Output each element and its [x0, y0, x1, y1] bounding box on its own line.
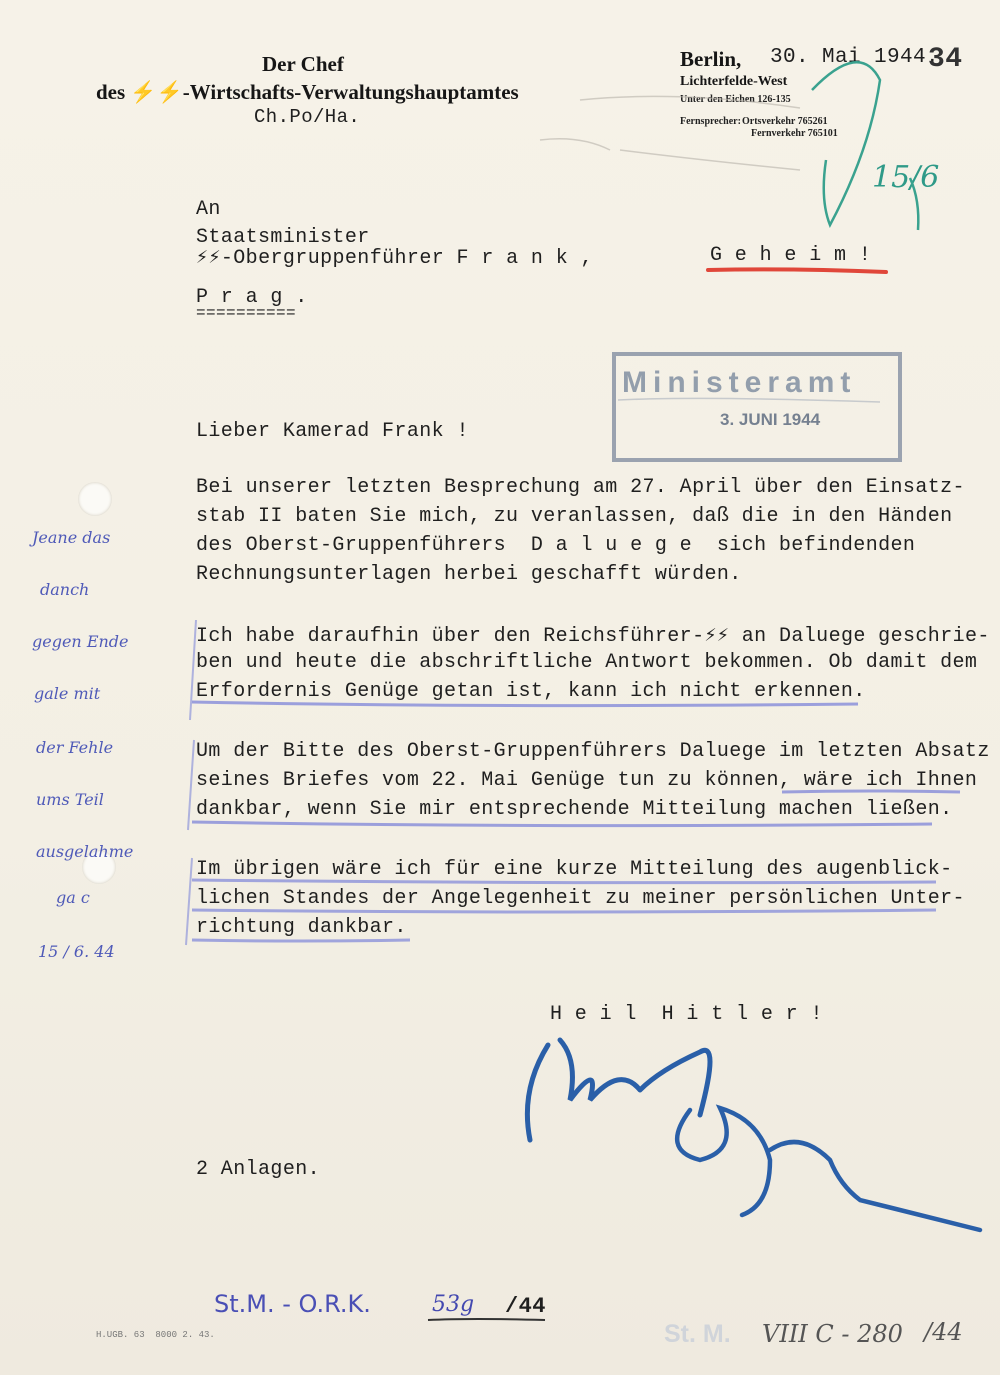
blue-underline-p3b — [192, 822, 932, 826]
classification-secret: G e h e i m ! — [710, 244, 872, 267]
registry-stamp: St.M. - O.R.K. — [214, 1290, 371, 1318]
reference-code: Ch.Po/Ha. — [254, 106, 361, 128]
letterhead-org-line1: Der Chef — [262, 52, 344, 76]
paragraph2-line2: ben und heute die abschriftliche Antwort bekommen. Ob damit dem — [196, 651, 978, 674]
paragraph1-line1: Bei unserer letzten Besprechung am 27. April über den Einsatz- — [196, 476, 965, 499]
registry-year: /44 — [505, 1294, 546, 1319]
paragraph1-line2: stab II baten Sie mich, zu veranlassen, daß die in den Händen — [196, 505, 953, 528]
address-title: Staatsminister — [196, 226, 370, 249]
letterhead-street: Unter den Eichen 126-135 — [680, 94, 791, 105]
green-check-mark — [812, 62, 880, 225]
margin-note-line8: ga c — [56, 888, 90, 907]
phone-long-distance: Fernverkehr 765101 — [751, 128, 838, 139]
paragraph2-line3: Erfordernis Genüge getan ist, kann ich nicht erkennen. — [196, 680, 866, 703]
archive-year: /44 — [924, 1318, 963, 1346]
margin-note-line2: danch — [40, 580, 90, 599]
paragraph3-line3: dankbar, wenn Sie mir entsprechende Mitteilung machen ließen. — [196, 798, 953, 821]
registry-number: 53g — [432, 1292, 475, 1317]
green-check-tail — [910, 178, 918, 230]
blue-underline-p2 — [192, 702, 858, 706]
paragraph4-line3: richtung dankbar. — [196, 916, 407, 939]
blue-underline-p4a — [192, 880, 936, 883]
margin-note-line4: gale mit — [34, 684, 101, 703]
margin-note-line7: ausgelahme — [36, 842, 134, 861]
paragraph3-line2: seines Briefes vom 22. Mai Genüge tun zu können, wäre ich Ihnen — [196, 769, 978, 792]
letter-date: 30. Mai 1944. — [770, 46, 940, 69]
margin-note-line3: gegen Ende — [32, 632, 129, 651]
archive-stamp: St. M. — [664, 1320, 731, 1348]
margin-note-line1: Jeane das — [32, 528, 111, 547]
stamp-date: 3. JUNI 1944 — [720, 410, 821, 429]
paragraph3-line1: Um der Bitte des Oberst-Gruppenführers Daluege im letzten Absatz — [196, 740, 990, 763]
paragraph4-line1: Im übrigen wäre ich für eine kurze Mitteilung des augenblick- — [196, 858, 953, 881]
green-initials: 15/6 — [872, 160, 940, 195]
paragraph1-line3: des Oberst-Gruppenführers D a l u e g e sich befindenden — [196, 534, 916, 557]
stamp-wear — [618, 398, 880, 402]
letterhead-org-line2: des ⚡⚡-Wirtschafts-Verwaltungshauptamtes — [96, 80, 519, 104]
closing: H e i l H i t l e r ! — [550, 1003, 823, 1026]
margin-note-line6: ums Teil — [36, 790, 104, 809]
stamp-office: Ministeramt — [622, 366, 857, 399]
salutation: Lieber Kamerad Frank ! — [196, 420, 469, 443]
blue-underline-p4b — [192, 910, 936, 912]
paragraph1-line4: Rechnungsunterlagen herbei geschafft würden. — [196, 563, 742, 586]
address-name: ⚡⚡-Obergruppenführer F r a n k , — [196, 247, 593, 270]
registry-underline — [428, 1319, 545, 1320]
enclosures: 2 Anlagen. — [196, 1158, 321, 1181]
margin-note-date: 15 / 6. 44 — [38, 942, 115, 961]
blue-underline-p3a — [782, 791, 960, 792]
phone-label: Fernsprecher: — [680, 116, 741, 127]
paragraph4-line2: lichen Standes der Angelegenheit zu meiner persönlichen Unter- — [196, 887, 965, 910]
signature-stroke-2 — [677, 1108, 980, 1230]
address-city: P r a g . — [196, 286, 308, 309]
letterhead-place: Berlin, — [680, 47, 742, 71]
paragraph2-line1: Ich habe daraufhin über den Reichsführer-⚡⚡ an Daluege geschrie- — [196, 625, 990, 648]
blue-underline-p4c — [192, 940, 410, 941]
faint-pencil-scribbles — [540, 96, 800, 170]
address-to: An — [196, 198, 221, 221]
margin-bracket — [186, 620, 196, 945]
print-code: H.UGB. 63 8000 2. 43. — [96, 1330, 215, 1340]
letterhead-district: Lichterfelde-West — [680, 74, 788, 89]
phone-local: Ortsverkehr 765261 — [742, 116, 828, 127]
margin-note-line5: der Fehle — [36, 738, 114, 757]
address-city-underline: ========== — [196, 304, 297, 322]
archive-number: VIII C - 280 — [762, 1320, 903, 1348]
page-number: 34 — [928, 44, 963, 75]
red-underline — [708, 269, 886, 272]
